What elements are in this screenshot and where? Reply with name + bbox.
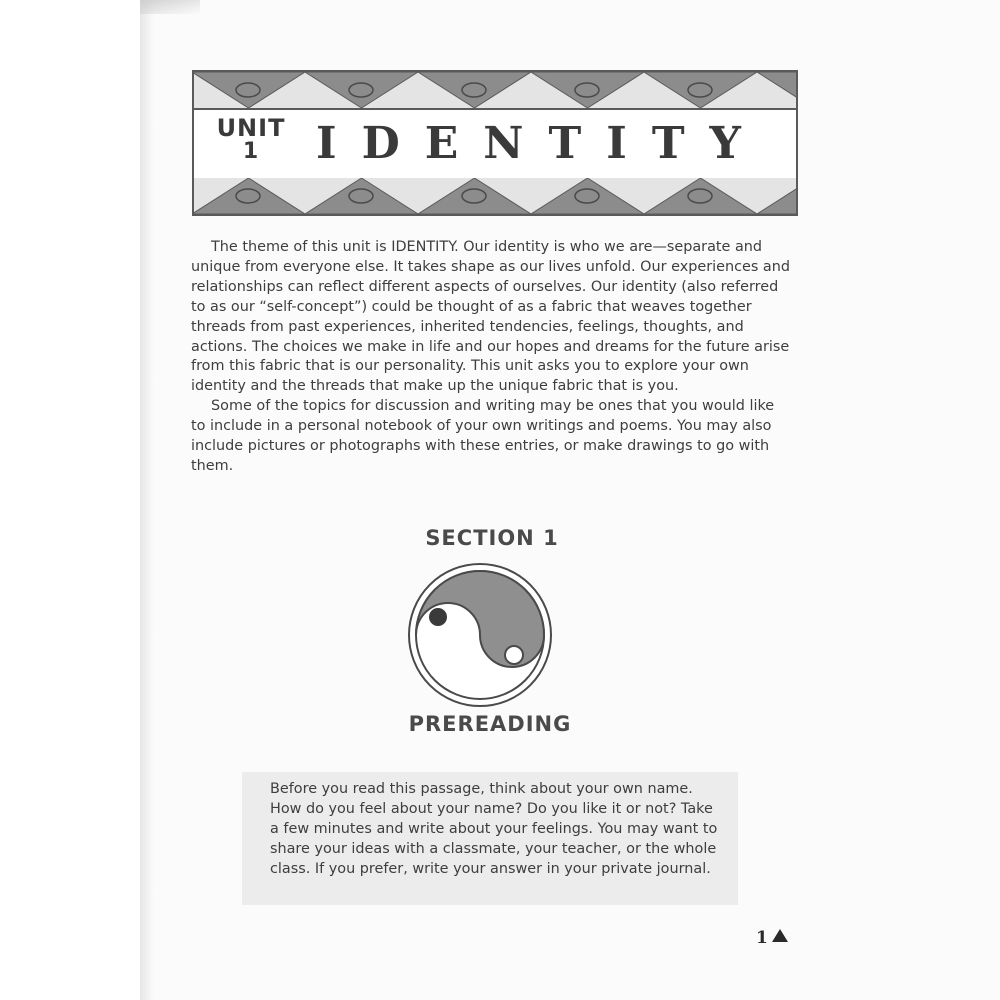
page-number xyxy=(756,928,788,948)
band-oval xyxy=(349,83,373,97)
page-corner-shadow xyxy=(140,0,200,14)
intro-text xyxy=(191,238,791,477)
intro-paragraph-1: The theme of this unit is IDENTITY. Our identity is who we are—separate and unique from everyone else. It takes shape as our lives unfold. Our experiences and relationships can reflect different aspects of ourselves. Our identity (also referred to as our “self-concept”) could be thought of as a fabric that weaves together threads from past experiences, inherited tendencies, feelings, thoughts, and actions. The choices we make in life and our hopes and dreams for the future arise from this fabric that is our personality. This unit asks you to explore your own identity and the threads that make up the unique fabric that is you. xyxy=(191,239,790,395)
band-oval xyxy=(575,83,599,97)
unit-title: IDENTITY xyxy=(316,118,766,169)
band-oval xyxy=(688,189,712,203)
unit-banner xyxy=(192,70,798,216)
banner-title-strip xyxy=(194,108,796,182)
intro-paragraph-2: Some of the topics for discussion and writing may be ones that you would like to include in a personal notebook of your own writings and poems. You may also include pictures or photographs with these entries, or make drawings to go with them. xyxy=(191,398,775,474)
band-oval xyxy=(236,189,260,203)
unit-number: 1 xyxy=(242,139,260,164)
section-title: SECTION 1 xyxy=(425,526,559,550)
band-oval xyxy=(575,189,599,203)
unit-label xyxy=(212,116,290,164)
yin-yang-icon xyxy=(407,562,553,708)
band-oval xyxy=(349,189,373,203)
prereading-prompt-text: Before you read this passage, think about your own name. How do you feel about your name? Do you like it or not? Take a few minutes and write about your feelings. You may want to share your ideas with a classmate, your teacher, or the whole class. If you prefer, write your answer in your private journal. xyxy=(270,781,718,877)
band-oval xyxy=(462,189,486,203)
page-binding-shadow xyxy=(140,0,154,1000)
banner-top-pattern xyxy=(194,72,796,108)
band-oval xyxy=(462,83,486,97)
unit-word: UNIT xyxy=(216,114,286,142)
band-oval xyxy=(688,83,712,97)
prereading-title: PREREADING xyxy=(408,712,572,736)
band-oval xyxy=(236,83,260,97)
banner-bottom-pattern xyxy=(194,178,796,214)
prereading-prompt-box xyxy=(242,772,738,905)
triangle-up-icon xyxy=(772,929,788,942)
page-number-value: 1 xyxy=(756,928,768,948)
